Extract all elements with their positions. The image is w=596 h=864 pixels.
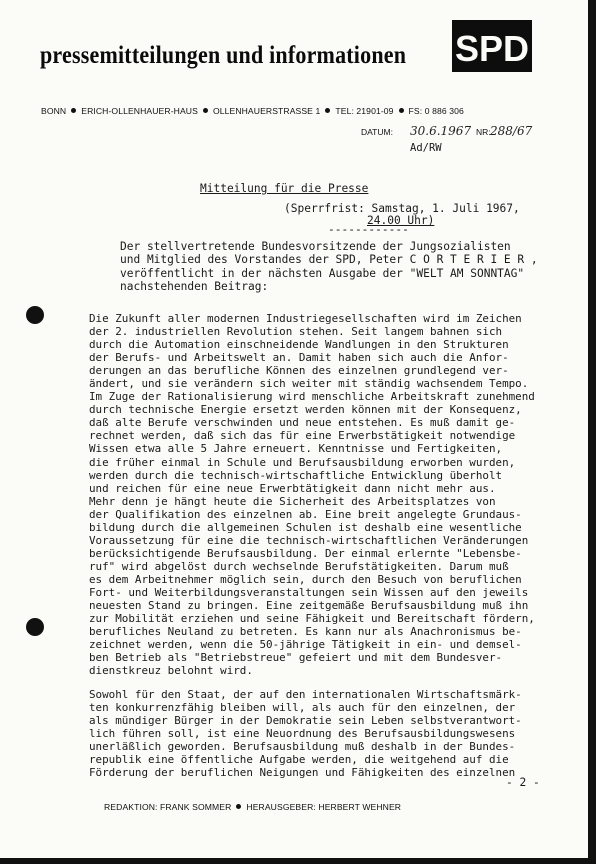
embargo-line-1: (Sperrfrist: Samstag, 1. Juli 1967, [284, 202, 520, 215]
masthead-title: pressemitteilungen und informationen [40, 40, 407, 69]
embargo-line-2: 24.00 Uhr) [367, 214, 435, 227]
body-paragraph-1 [89, 312, 559, 677]
body-line: die früher einmal in Schule und Berufsausbildung erworben wurden, [89, 455, 516, 469]
body-line: ten konkurrenzfähig bleiben will, als auch für den einzelnen, der [89, 701, 516, 715]
intro-line: Der stellvertretende Bundesvorsitzende der Jungsozialisten [120, 240, 511, 253]
page-number: - 2 - [506, 776, 540, 789]
body-line: der 2. industriellen Revolution stehen. Seit langem bahnen sich [89, 325, 503, 339]
footer-redaktion: REDAKTION: FRANK SOMMER [104, 802, 232, 812]
address-building: ERICH-OLLENHAUER-HAUS [81, 106, 198, 116]
body-line: neuesten Stand zu bringen. Eine zeitgemäße Berufsausbildung muß ihn [89, 599, 529, 613]
datum-value: 30.6.1967 [410, 124, 472, 138]
punch-hole [26, 618, 44, 636]
body-line: dienstkreuz belohnt wird. [89, 664, 253, 678]
footer-credits [104, 802, 401, 812]
body-line: zeichnet werden, wenn die 50-jährige Tätigkeit in ein- und demsel- [89, 638, 522, 652]
body-line: als mündiger Bürger in der Demokratie sein Leben selbstverantwort- [89, 714, 522, 728]
body-line: Im Zuge der Rationalisierung wird menschliche Arbeitskraft zunehmend [89, 390, 535, 404]
document-heading: Mitteilung für die Presse [200, 182, 369, 195]
body-line: Förderung der beruflichen Neigungen und Fähigkeiten des einzelnen [89, 766, 516, 780]
intro-line: und Mitglied des Vorstandes der SPD, Peter C O R T E R I E R , [120, 253, 538, 267]
intro-block [120, 240, 538, 293]
body-line: unerläßlich geworden. Berufsausbildung muß deshalb in der Bundes- [89, 740, 516, 754]
intro-line: veröffentlicht in der nächsten Ausgabe der "WELT AM SONNTAG" [120, 266, 525, 280]
body-line: lich führen soll, ist eine Neuordnung des Berufsausbildungswesens [89, 727, 516, 741]
body-line: zur Mobilität erziehen und seine Fähigkeit und Bereitschaft fördern, [89, 612, 535, 626]
body-line: daß alte Berufe verschwinden und neue entstehen. Es muß damit ge- [89, 416, 516, 430]
body-line: Sowohl für den Staat, der auf den internationalen Wirtschaftsmärk- [89, 688, 522, 701]
body-line: berufliches Neuland zu betreten. Es kann nur als Anachronismus be- [89, 625, 522, 639]
body-line: Voraussetzung für eine die technisch-wirtschaftlichen Veränderungen [89, 533, 529, 547]
body-line: ben Betrieb als "Betriebstreue" gefeiert und mit dem Bundesver- [89, 651, 503, 665]
body-line: ändert, und sie verändern sich weiter mit ständig wachsendem Tempo. [89, 377, 529, 391]
bullet-icon [399, 108, 404, 113]
body-line: republik eine öffentliche Aufgabe werden, die weitgehend auf die [89, 753, 509, 767]
body-line: rechnet werden, daß sich das für eine Erwerbstätigkeit notwendige [89, 429, 516, 443]
body-line: der Qualifikation des einzelnen ab. Eine breit angelegte Grundaus- [89, 507, 522, 521]
datum-label: DATUM: [361, 127, 393, 137]
address-city: BONN [41, 106, 67, 116]
address-street: OLLENHAUERSTRASSE 1 [212, 106, 321, 116]
body-line: Mehr denn je hängt heute die Sicherheit des Arbeitsplatzes von [89, 494, 496, 508]
bullet-icon [203, 108, 208, 113]
initials: Ad/RW [410, 142, 442, 154]
body-line: werden durch die technisch-wirtschaftliche Entwicklung überholt [89, 468, 503, 482]
logo-text: SPD [454, 28, 530, 69]
body-line: Wissen etwa alle 5 Jahre erneuert. Kenntnisse und Fertigkeiten, [89, 442, 503, 456]
address-line [41, 106, 464, 116]
address-telex: FS: 0 886 306 [408, 106, 464, 116]
bullet-icon [236, 804, 241, 809]
bullet-icon [71, 108, 76, 113]
body-line: durch technische Energie ersetzt werden können mit der Konsequenz, [89, 403, 522, 417]
body-line: der Berufs- und Arbeitswelt an. Damit haben sich auch die Anfor- [89, 351, 509, 365]
nr-label: NR: [476, 127, 491, 137]
body-line: und reichen für eine neue Erwerbtätigkeit dann nicht mehr aus. [89, 481, 496, 495]
body-line: ruf" wird abgelöst durch wechselnde Berufstätigkeiten. Darum muß [89, 559, 509, 573]
embargo-underline: ------------ [328, 223, 409, 236]
intro-line: nachstehenden Beitrag: [120, 279, 269, 293]
body-line: es dem Arbeitnehmer möglich sein, durch den Besuch von beruflichen [89, 572, 522, 586]
scan-edge-right [588, 0, 596, 864]
body-line: derungen an das berufliche Können des einzelnen grundlegend ver- [89, 364, 509, 378]
body-line: bildung durch die allgemeinen Schulen ist deshalb eine wesentliche [89, 520, 522, 534]
punch-hole [26, 306, 44, 324]
nr-value: 288/67 [490, 124, 533, 138]
scan-edge-bottom [0, 858, 596, 864]
address-phone: TEL: 21901-09 [335, 106, 394, 116]
spd-logo [452, 20, 532, 72]
body-line: Fort- und Weiterbildungsveranstaltungen sein Wissen auf den jeweils [89, 585, 529, 599]
body-line: berücksichtigende Berufsausbildung. Der einmal erlernte "Lebensbe- [89, 546, 522, 560]
body-line: Die Zukunft aller modernen Industriegesellschaften wird im Zeichen [89, 312, 522, 325]
bullet-icon [325, 108, 330, 113]
body-paragraph-2 [89, 688, 559, 779]
body-line: durch die Automation einschneidende Wandlungen in den Strukturen [89, 338, 509, 352]
footer-herausgeber: HERAUSGEBER: HERBERT WEHNER [246, 802, 402, 812]
